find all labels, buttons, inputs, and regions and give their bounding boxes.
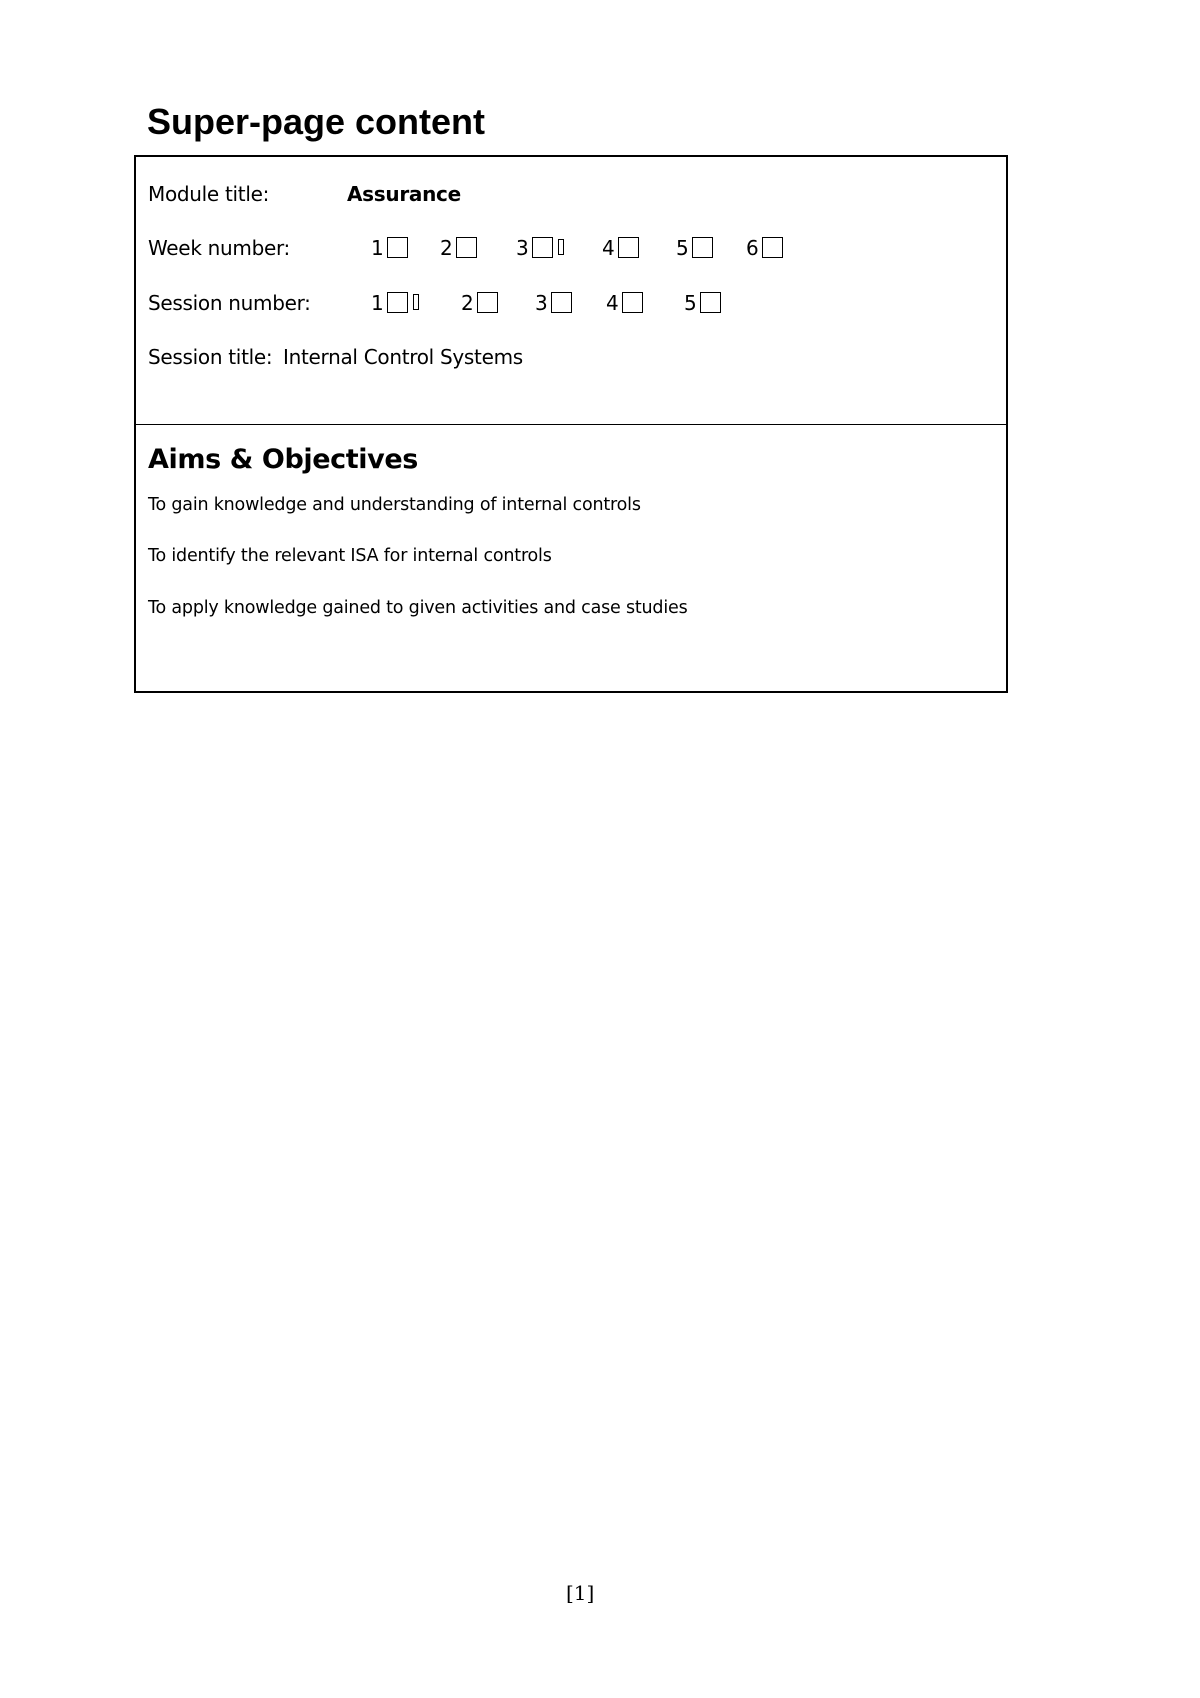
week-option-label: 1 [371, 236, 384, 260]
session-option-label: 3 [535, 291, 548, 315]
session-checkbox-5[interactable] [700, 292, 721, 313]
week-checkbox-1[interactable] [387, 237, 408, 258]
week-option-label: 6 [746, 236, 759, 260]
session-info-card [134, 155, 1008, 693]
aim-item: To identify the relevant ISA for internal controls [148, 546, 552, 566]
session-number-row [148, 288, 1008, 318]
session-checkbox-2[interactable] [477, 292, 498, 313]
selected-mark-icon [413, 294, 419, 310]
week-option-label: 5 [676, 236, 689, 260]
week-checkbox-6[interactable] [762, 237, 783, 258]
session-checkbox-4[interactable] [622, 292, 643, 313]
week-checkbox-3[interactable] [532, 237, 553, 258]
week-number-label: Week number: [148, 236, 290, 260]
aims-heading: Aims & Objectives [148, 444, 418, 475]
week-checkbox-2[interactable] [456, 237, 477, 258]
week-number-row [148, 233, 1008, 263]
session-option-label: 5 [684, 291, 697, 315]
week-checkbox-5[interactable] [692, 237, 713, 258]
session-number-label: Session number: [148, 291, 311, 315]
session-option-label: 4 [606, 291, 619, 315]
session-option-label: 2 [461, 291, 474, 315]
session-checkbox-3[interactable] [551, 292, 572, 313]
week-option-label: 3 [516, 236, 529, 260]
week-option-label: 4 [602, 236, 615, 260]
week-checkbox-4[interactable] [618, 237, 639, 258]
session-title-label: Session title: [148, 345, 273, 369]
module-title-value: Assurance [347, 182, 461, 206]
page-number: [1] [566, 1581, 595, 1605]
session-title-row [148, 342, 848, 372]
aim-item: To gain knowledge and understanding of internal controls [148, 495, 641, 515]
selected-mark-icon [558, 239, 564, 255]
aim-item: To apply knowledge gained to given activities and case studies [148, 598, 688, 618]
week-option-label: 2 [440, 236, 453, 260]
session-option-label: 1 [371, 291, 384, 315]
section-divider [136, 424, 1006, 425]
session-title-value: Internal Control Systems [283, 345, 523, 369]
session-checkbox-1[interactable] [387, 292, 408, 313]
page-title: Super-page content [147, 101, 486, 142]
module-title-label: Module title: [148, 182, 270, 206]
module-title-row [148, 179, 548, 209]
